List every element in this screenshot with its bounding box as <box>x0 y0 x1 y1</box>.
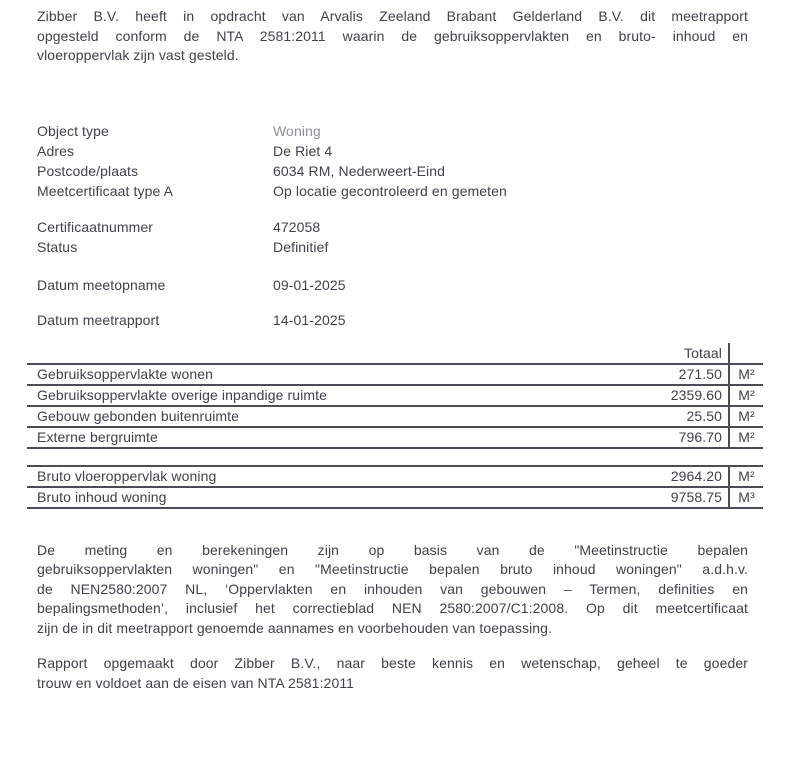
intro-paragraph: Zibber B.V. heeft in opdracht van Arvalis Zeeland Brabant Gelderland B.V. dit meetrapport opgesteld conform de NTA 2581:2011 waarin de gebruiksoppervlakten en bruto- inhoud en vloeroppervlak zijn vast gesteld. <box>37 8 748 63</box>
row-label: Externe bergruimte <box>37 429 158 445</box>
detail-row-certificaatnummer <box>37 217 805 237</box>
row-value: 2964.20 <box>670 468 722 484</box>
row-label: Gebruiksoppervlakte wonen <box>37 366 214 382</box>
table-row-gebouw-gebonden-buitenruimte <box>27 407 763 428</box>
detail-value: 14-01-2025 <box>273 311 346 328</box>
row-unit: M² <box>728 386 763 405</box>
row-value: 25.50 <box>686 408 722 424</box>
detail-value: Op locatie gecontroleerd en gemeten <box>273 182 507 199</box>
row-unit: M² <box>728 365 763 384</box>
table-header-row <box>27 343 763 365</box>
property-details <box>37 121 805 330</box>
detail-label: Adres <box>37 142 75 159</box>
detail-group-object <box>37 121 805 201</box>
detail-group-meetrapport <box>37 310 805 330</box>
detail-value: Woning <box>273 122 321 139</box>
unit-column-header <box>728 343 763 363</box>
bruto-table <box>27 465 763 509</box>
row-value: 2359.60 <box>670 387 722 403</box>
row-unit: M³ <box>728 488 763 507</box>
detail-label: Certificaatnummer <box>37 218 154 235</box>
detail-row-adres <box>37 141 805 161</box>
row-label: Gebouw gebonden buitenruimte <box>37 408 240 424</box>
row-value: 271.50 <box>678 366 722 382</box>
detail-group-certificaat <box>37 217 805 257</box>
gebruiksoppervlakte-table <box>27 343 763 449</box>
detail-label: Object type <box>37 122 109 139</box>
row-unit: M² <box>728 407 763 426</box>
table-row-bruto-inhoud <box>27 488 763 509</box>
detail-label: Meetcertificaat type A <box>37 182 174 199</box>
row-unit: M² <box>728 428 763 447</box>
detail-row-datum-meetrapport <box>37 310 805 330</box>
detail-label: Datum meetrapport <box>37 311 160 328</box>
column-header-totaal: Totaal <box>684 344 722 361</box>
detail-label: Status <box>37 238 78 255</box>
table-row-overige-inpandige-ruimte <box>27 386 763 407</box>
legal-paragraph: De meting en berekeningen zijn op basis van de "Meetinstructie bepalen gebruiksoppervlakten woningen" en "Meetinstructie bepalen bruto inhoud woningen" a.d.h.v. de NEN2580:2007 NL, ‘Oppervlakten en inhouden van gebouwen – Termen, definities en bepalingsmethoden’, inclusief het correctieblad NEN 2580:2007/C1:2008. Op dit meetcertificaat zijn de in dit meetrapport genoemde aannames en voorbehouden van toepassing. <box>37 541 748 636</box>
detail-label: Datum meetopname <box>37 276 166 293</box>
table-row-externe-bergruimte <box>27 428 763 449</box>
detail-row-datum-meetopname <box>37 275 805 295</box>
detail-row-postcode-plaats <box>37 161 805 181</box>
closing-paragraph: Rapport opgemaakt door Zibber B.V., naar beste kennis en wetenschap, geheel te goeder trouw en voldoet aan de eisen van NTA 2581:2011 <box>37 655 748 691</box>
detail-value: 472058 <box>273 218 321 235</box>
row-value: 9758.75 <box>670 489 722 505</box>
detail-group-meetopname <box>37 275 805 295</box>
detail-value: 09-01-2025 <box>273 276 346 293</box>
row-value: 796.70 <box>678 429 722 445</box>
row-unit: M² <box>728 467 763 486</box>
detail-row-object-type <box>37 121 805 141</box>
row-label: Gebruiksoppervlakte overige inpandige ruimte <box>37 387 328 403</box>
table-row-bruto-vloeroppervlak <box>27 467 763 488</box>
detail-label: Postcode/plaats <box>37 162 139 179</box>
row-label: Bruto inhoud woning <box>37 489 167 505</box>
row-label: Bruto vloeroppervlak woning <box>37 468 217 484</box>
detail-value: 6034 RM, Nederweert-Eind <box>273 162 446 179</box>
table-row-gebruiksoppervlakte-wonen <box>27 365 763 386</box>
detail-value: De Riet 4 <box>273 142 333 159</box>
detail-row-status <box>37 237 805 257</box>
detail-row-meetcertificaat <box>37 181 805 201</box>
detail-value: Definitief <box>273 238 329 255</box>
